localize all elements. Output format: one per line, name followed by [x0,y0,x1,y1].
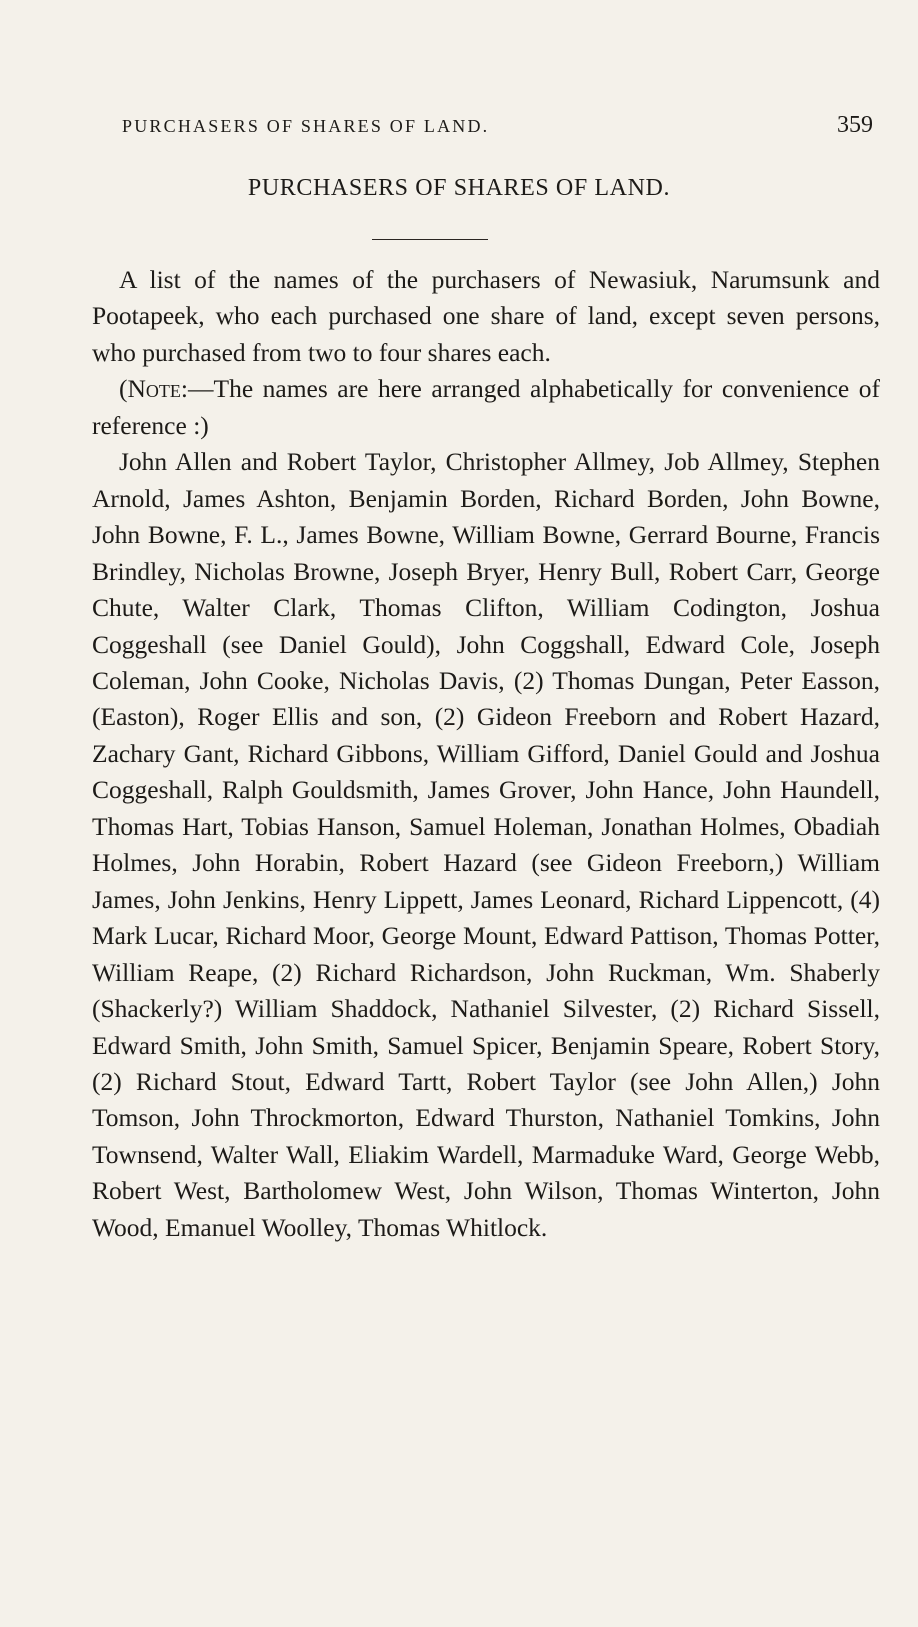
running-head [0,112,918,142]
running-head-title: PURCHASERS OF SHARES OF LAND. [122,116,490,136]
section-title: PURCHASERS OF SHARES OF LAND. [247,175,671,201]
body-text [92,262,880,1246]
names-list-paragraph: John Allen and Robert Taylor, Christopher Allmey, Job Allmey, Stephen Arnold, James Ashton, Benjamin Borden, Richard Borden, John Bowne, John Bowne, F. L., James Bowne, William Bowne, Gerrard Bourne, Francis Brindley, Nicholas Browne, Joseph Bryer, Henry Bull, Robert Carr, George Chute, Walter Clark, Thomas Clifton, William Codington, Joshua Coggeshall (see Daniel Gould), John Coggshall, Edward Cole, Joseph Coleman, John Cooke, Nicholas Davis, (2) Thomas Dungan, Peter Easson, (Easton), Roger Ellis and son, (2) Gideon Freeborn and Robert Hazard, Zachary Gant, Richard Gibbons, William Gifford, Daniel Gould and Joshua Coggeshall, Ralph Gouldsmith, James Grover, John Hance, John Haundell, Thomas Hart, Tobias Hanson, Samuel Holeman, Jonathan Holmes, Obadiah Holmes, John Horabin, Robert Hazard (see Gideon Freeborn,) William James, John Jenkins, Henry Lippett, James Leonard, Richard Lippencott, (4) Mark Lucar, Richard Moor, George Mount, Edward Pattison, Thomas Potter, William Reape, (2) Richard Richardson, John Ruckman, Wm. Shaberly (Shackerly?) William Shaddock, Nathaniel Silvester, (2) Richard Sissell, Edward Smith, John Smith, Samuel Spicer, Benjamin Speare, Robert Story, (2) Richard Stout, Edward Tartt, Robert Taylor (see John Allen,) John Tomson, John Throckmorton, Edward Thurston, Nathaniel Tomkins, John Townsend, Walter Wall, Eliakim Wardell, Marmaduke Ward, George Webb, Robert West, Bartholomew West, John Wilson, Thomas Winterton, John Wood, Emanuel Woolley, Thomas Whitlock. [92,447,880,1242]
note-text: :—The names are here arranged alphabetically for convenience of reference :) [92,374,880,440]
note-label: Note [127,374,181,404]
note-paragraph [92,371,880,444]
title-rule [372,239,488,240]
intro-paragraph: A list of the names of the purchasers of Newasiuk, Narumsunk and Pootapeek, who each purchased one share of land, except seven persons, who purchased from two to four shares each. [92,265,880,367]
page-number: 359 [837,112,873,138]
note-open-paren: ( [119,374,128,404]
